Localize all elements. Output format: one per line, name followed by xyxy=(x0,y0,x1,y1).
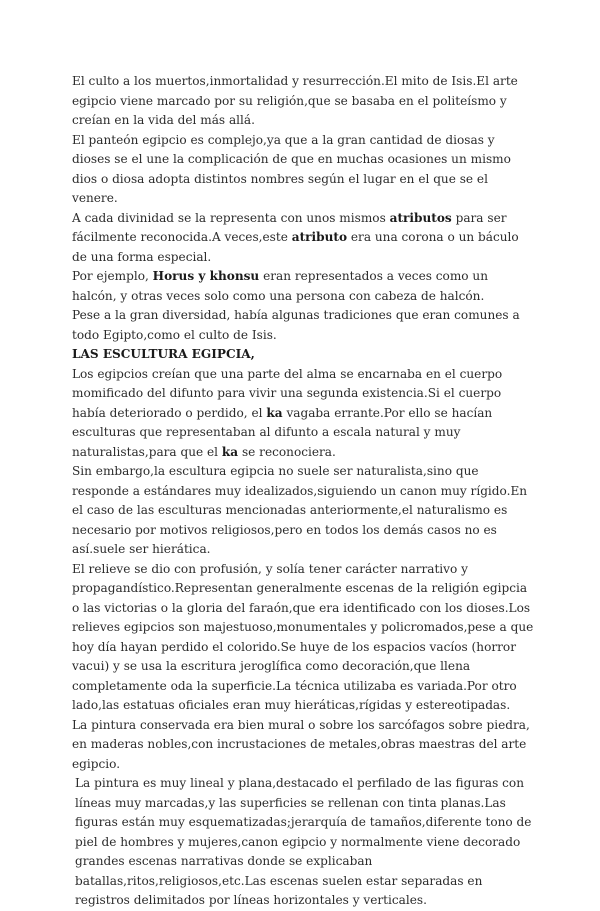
paragraph-p5 xyxy=(72,306,536,345)
paragraph-p9 xyxy=(72,716,536,775)
text-run: se reconociera. xyxy=(238,444,336,459)
paragraph-p2 xyxy=(72,131,536,209)
text-run: eran representados a veces como un halcón, y otras veces solo como una persona con cabeza de halcón. xyxy=(72,269,489,303)
text-run: para ser fácilmente reconocida.A veces,este xyxy=(72,210,507,244)
section-heading xyxy=(72,345,536,365)
text-run: Los egipcios creían que una parte del alma se encarnaba en el cuerpo momificado del difunto para vivir una segunda existencia.Si el cuerpo había deteriorado o perdido, el xyxy=(72,366,503,420)
text-run: La pintura es muy lineal y plana,destacado el perfilado de las figuras con líneas muy marcadas,y las superficies se rellenan con tinta planas.Las figuras están muy esquematizadas;jerarquía de tamaños,diferente tono de piel de hombres y mujeres,canon egipcio y normalmente viene decorado grandes escenas narrativas donde se explicaban batallas,ritos,religiosos,etc.Las escenas suelen estar separadas en registros delimitados por líneas horizontales y verticales. xyxy=(75,776,532,907)
bold-term: ka xyxy=(266,405,283,420)
text-run: El panteón egipcio es complejo,ya que a la gran cantidad de diosas y dioses se el une la complicación de que en muchas ocasiones un mismo dios o diosa adopta distintos nombres según el lugar en el que se el venere. xyxy=(72,132,511,205)
bold-term: Horus y khonsu xyxy=(152,269,260,283)
bold-term: ka xyxy=(221,444,239,459)
bold-term: atributo xyxy=(291,230,348,244)
text-run: La pintura conservada era bien mural o sobre los sarcófagos sobre piedra, en maderas nobles,con incrustaciones de metales,obras maestras del arte egipcio. xyxy=(72,717,530,771)
document-body xyxy=(72,72,536,911)
text-run: Pese a la gran diversidad, había algunas tradiciones que eran comunes a todo Egipto,como el culto de Isis. xyxy=(72,308,520,342)
text-run: vagaba errante.Por ello se hacían esculturas que representaban al difunto a escala natural y muy naturalistas,para que el xyxy=(72,405,493,459)
text-run: A cada divinidad se la representa con unos mismos xyxy=(72,210,390,225)
paragraph-p7 xyxy=(72,462,536,560)
paragraph-p3 xyxy=(72,209,536,268)
paragraph-p6 xyxy=(72,365,536,463)
text-run: Por ejemplo, xyxy=(72,269,153,283)
paragraph-p4 xyxy=(72,267,536,306)
paragraph-p10 xyxy=(72,774,536,911)
bold-term: LAS ESCULTURA EGIPCIA, xyxy=(72,347,255,361)
text-run: era una corona o un báculo de una forma especial. xyxy=(72,230,519,264)
text-run: Sin embargo,la escultura egipcia no suele ser naturalista,sino que responde a estándares muy idealizados,siguiendo un canon muy rígido.En el caso de las esculturas mencionadas anteriormente,el naturalismo es necesario por motivos religiosos,pero en todos los demás casos no es así.suele ser hierática. xyxy=(72,464,528,556)
bold-term: atributos xyxy=(389,210,452,225)
paragraph-p1 xyxy=(72,72,536,131)
text-run: El culto a los muertos,inmortalidad y resurrección.El mito de Isis.El arte egipcio viene marcado por su religión,que se basaba en el politeísmo y creían en la vida del más allá. xyxy=(72,74,518,127)
paragraph-p8 xyxy=(72,560,536,716)
text-run: El relieve se dio con profusión, y solía tener carácter narrativo y propagandístico.Representan generalmente escenas de la religión egipcia o las victorias o la gloria del faraón,que era identificado con los dioses.Los relieves egipcios son majestuoso,monumentales y policromados,pese a que hoy día hayan perdido el colorido.Se huye de los espacios vacíos (horror vacui) y se usa la escritura jeroglífica como decoración,que llena completamente oda la superficie.La técnica utilizaba es variada.Por otro lado,las estatuas oficiales eran muy hieráticas,rígidas y estereotipadas. xyxy=(72,561,534,712)
